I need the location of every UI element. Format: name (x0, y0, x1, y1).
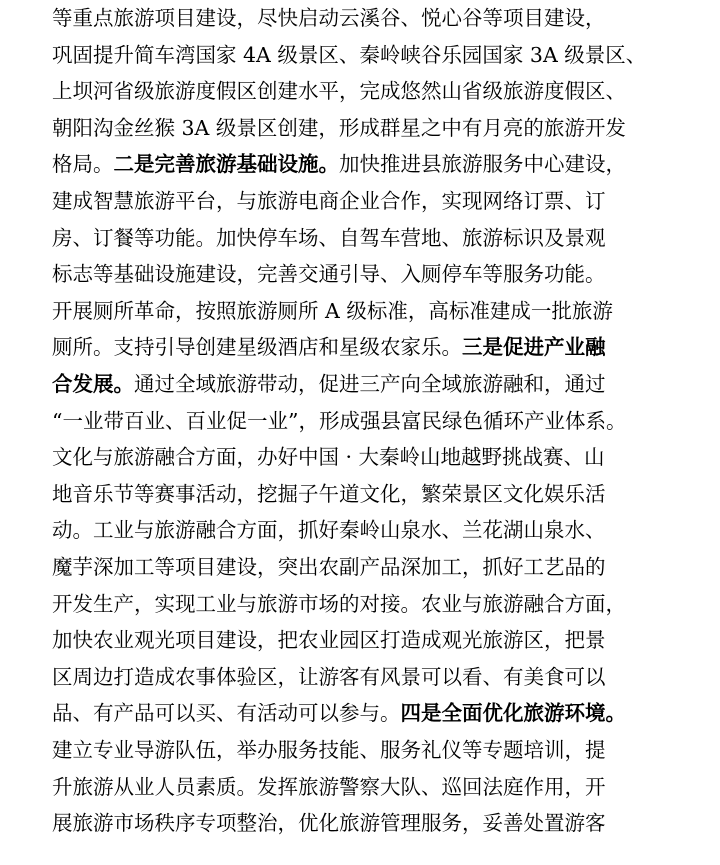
text-line (52, 329, 688, 366)
body-text: 标志等基础设施建设，完善交通引导、入厕停车等服务功能。 (52, 262, 606, 287)
text-line (52, 220, 688, 257)
body-text: 上坝河省级旅游度假区创建水平，完成悠然山省级旅游度假区、 (52, 79, 626, 104)
body-text: 动。工业与旅游融合方面，抓好秦岭山泉水、兰花湖山泉水、 (52, 518, 606, 543)
body-text: 格局。 (52, 152, 114, 177)
body-text: 文化与旅游融合方面，办好中国 · 大秦岭山地越野挑战赛、山 (52, 445, 605, 470)
text-line (52, 622, 688, 659)
body-text: 巩固提升简车湾国家 4A 级景区、秦岭峡谷乐园国家 3A 级景区、 (52, 42, 647, 67)
text-line (52, 293, 688, 330)
body-text: 品、有产品可以买、有活动可以参与。 (52, 701, 401, 726)
body-text: 升旅游从业人员素质。发挥旅游警察大队、巡回法庭作用，开 (52, 774, 606, 799)
text-line (52, 805, 688, 842)
body-text: 区周边打造成农事体验区，让游客有风景可以看、有美食可以 (52, 664, 606, 689)
text-line (52, 476, 688, 513)
text-line (52, 366, 688, 403)
text-line (52, 769, 688, 806)
text-line (52, 549, 688, 586)
body-text: 建成智慧旅游平台，与旅游电商企业合作，实现网络订票、订 (52, 189, 606, 213)
text-line (52, 512, 688, 549)
text-line (52, 695, 688, 732)
text-line (52, 37, 688, 74)
body-text: 地音乐节等赛事活动，挖掘子午道文化，繁荣景区文化娱乐活 (52, 481, 606, 506)
body-text: 建立专业导游队伍，举办服务技能、服务礼仪等专题培训，提 (52, 738, 606, 762)
body-text: 开展厕所革命，按照旅游厕所 A 级标准，高标准建成一批旅游 (52, 298, 613, 323)
bold-heading-text: 四是全面优化旅游环境。 (400, 701, 626, 726)
body-text: 通过全域旅游带动，促进三产向全域旅游融和，通过 (134, 372, 606, 396)
bold-heading-text: 二是完善旅游基础设施。 (113, 152, 339, 177)
text-line (52, 0, 688, 37)
body-text: 展旅游市场秩序专项整治，优化旅游管理服务，妥善处置游客 (52, 811, 606, 836)
text-line (52, 183, 688, 220)
body-text: 朝阳沟金丝猴 3A 级景区创建，形成群星之中有月亮的旅游开发 (52, 115, 626, 140)
body-text: 加快推进县旅游服务中心建设， (339, 152, 626, 177)
body-text: 房、订餐等功能。加快停车场、自驾车营地、旅游标识及景观 (52, 225, 606, 250)
text-line (52, 659, 688, 696)
body-text: 等重点旅游项目建设，尽快启动云溪谷、悦心谷等项目建设， (52, 6, 606, 30)
text-line (52, 146, 688, 183)
bold-heading-text: 合发展。 (52, 372, 134, 396)
body-text: 加快农业观光项目建设，把农业园区打造成观光旅游区，把景 (52, 628, 606, 653)
body-text: 开发生产，实现工业与旅游市场的对接。农业与旅游融合方面， (52, 591, 626, 616)
text-line (52, 403, 688, 440)
text-line (52, 256, 688, 293)
bold-heading-text: 三是促进产业融 (462, 335, 606, 360)
body-text: 厕所。支持引导创建星级酒店和星级农家乐。 (52, 335, 462, 360)
text-line (52, 439, 688, 476)
body-text: “一业带百业、百业促一业”，形成强县富民绿色循环产业体系。 (52, 408, 627, 433)
body-text: 魔芋深加工等项目建设，突出农副产品深加工，抓好工艺品的 (52, 555, 606, 579)
text-line (52, 586, 688, 623)
text-line (52, 110, 688, 147)
text-line (52, 732, 688, 769)
text-line (52, 73, 688, 110)
